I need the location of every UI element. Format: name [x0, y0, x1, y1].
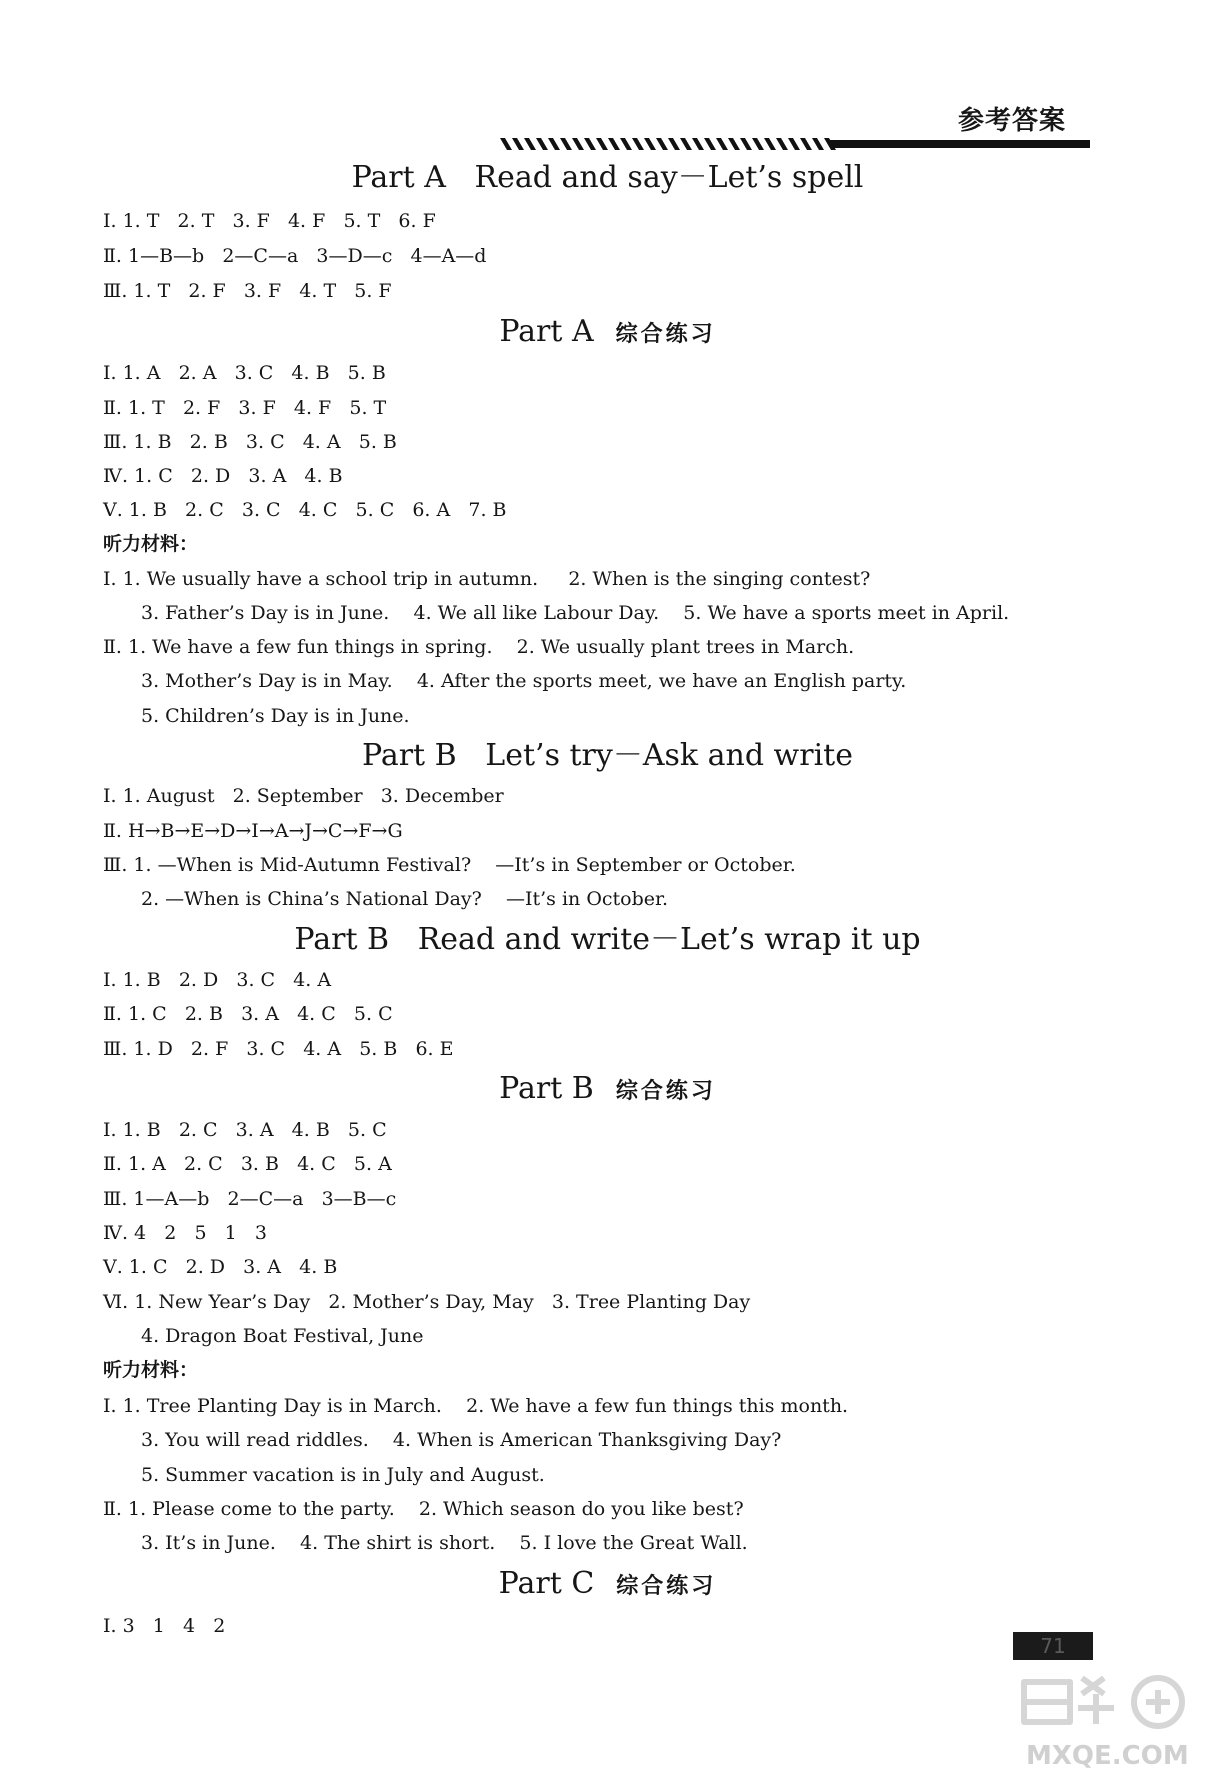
listening-line: Ⅱ. 1. Please come to the party. 2. Which season do you like best? — [103, 1498, 744, 1520]
listening-label: 听力材料： — [103, 533, 199, 555]
answer-line: Ⅰ. 1. B 2. C 3. A 4. B 5. C — [103, 1119, 387, 1141]
header-decorative-bar — [500, 138, 1090, 150]
answer-line: Ⅲ. 1—A—b 2—C—a 3—B—c — [103, 1188, 397, 1210]
answer-line: Ⅰ. 1. August 2. September 3. December — [103, 785, 504, 807]
listening-line: 3. It’s in June. 4. The shirt is short. 5. I love the Great Wall. — [141, 1532, 748, 1554]
answer-line: 2. —When is China’s National Day? —It’s in October. — [141, 888, 669, 910]
section-heading-zh: 综合练习 — [616, 1574, 717, 1599]
answer-line: Ⅱ. 1—B—b 2—C—a 3—D—c 4—A—d — [103, 245, 487, 267]
listening-line: 3. Mother’s Day is in May. 4. After the sports meet, we have an English party. — [141, 670, 907, 692]
answer-line: Ⅵ. 1. New Year’s Day 2. Mother’s Day, May 3. Tree Planting Day — [103, 1291, 751, 1313]
section-heading-part-a-exercise: Part A 综合练习 — [499, 314, 716, 349]
listening-line: 5. Children’s Day is in June. — [141, 705, 410, 727]
section-heading-zh: 综合练习 — [615, 1079, 716, 1104]
answer-line: Ⅰ. 1. A 2. A 3. C 4. B 5. B — [103, 362, 386, 384]
answer-line: Ⅱ. 1. C 2. B 3. A 4. C 5. C — [103, 1003, 393, 1025]
section-heading-part-b-lets-try: Part B Let’s try－Ask and write — [361, 738, 853, 773]
section-heading-part-a-read-and-say: Part A Read and say－Let’s spell — [351, 160, 864, 195]
page-number: 71 — [1013, 1632, 1093, 1660]
section-heading-zh: 综合练习 — [615, 322, 716, 347]
answer-line: Ⅳ. 4 2 5 1 3 — [103, 1222, 267, 1244]
answer-line: Ⅲ. 1. —When is Mid-Autumn Festival? —It’s in September or October. — [103, 854, 796, 876]
answer-line: Ⅴ. 1. B 2. C 3. C 4. C 5. C 6. A 7. B — [103, 499, 507, 521]
listening-line: 5. Summer vacation is in July and August. — [141, 1464, 545, 1486]
answer-line: Ⅲ. 1. D 2. F 3. C 4. A 5. B 6. E — [103, 1038, 454, 1060]
header-title: 参考答案 — [958, 106, 1067, 136]
answer-line: 4. Dragon Boat Festival, June — [141, 1325, 424, 1347]
watermark-logo — [1018, 1668, 1198, 1776]
answer-line: Ⅲ. 1. B 2. B 3. C 4. A 5. B — [103, 431, 397, 453]
section-heading-part-c-exercise: Part C 综合练习 — [498, 1566, 717, 1601]
answer-line: Ⅰ. 1. B 2. D 3. C 4. A — [103, 969, 332, 991]
section-heading-part-b-exercise: Part B 综合练习 — [499, 1071, 716, 1106]
answer-line: Ⅱ. H→B→E→D→I→A→J→C→F→G — [103, 820, 403, 842]
listening-line: 3. Father’s Day is in June. 4. We all like Labour Day. 5. We have a sports meet in April. — [141, 602, 1010, 624]
answer-line: Ⅱ. 1. T 2. F 3. F 4. F 5. T — [103, 397, 387, 419]
section-heading-part-b-read-and-write: Part B Read and write－Let’s wrap it up — [294, 922, 921, 957]
listening-label: 听力材料： — [103, 1359, 199, 1381]
answer-line: Ⅳ. 1. C 2. D 3. A 4. B — [103, 465, 343, 487]
listening-line: Ⅰ. 1. We usually have a school trip in autumn. 2. When is the singing contest? — [103, 568, 871, 590]
answer-line: Ⅰ. 3 1 4 2 — [103, 1615, 226, 1637]
listening-line: 3. You will read riddles. 4. When is American Thanksgiving Day? — [141, 1429, 782, 1451]
listening-line: Ⅰ. 1. Tree Planting Day is in March. 2. We have a few fun things this month. — [103, 1395, 849, 1417]
answer-line: Ⅴ. 1. C 2. D 3. A 4. B — [103, 1256, 338, 1278]
answer-line: Ⅲ. 1. T 2. F 3. F 4. T 5. F — [103, 280, 392, 302]
svg-text:MXQE.COM: MXQE.COM — [1026, 1741, 1189, 1771]
answer-line: Ⅱ. 1. A 2. C 3. B 4. C 5. A — [103, 1153, 392, 1175]
answer-line: Ⅰ. 1. T 2. T 3. F 4. F 5. T 6. F — [103, 210, 436, 232]
listening-line: Ⅱ. 1. We have a few fun things in spring. 2. We usually plant trees in March. — [103, 636, 855, 658]
